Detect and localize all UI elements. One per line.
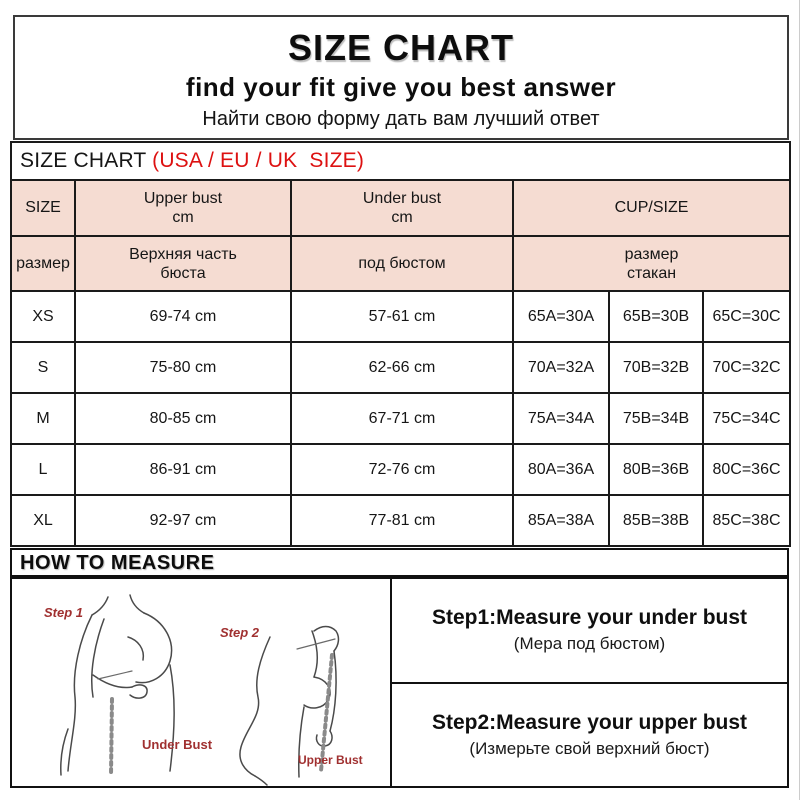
cup-b-value: 75B=34B — [609, 393, 703, 444]
cup-a-value: 75A=34A — [513, 393, 609, 444]
upper-bust-value: 80-85 cm — [75, 393, 291, 444]
upper-bust-value: 92-97 cm — [75, 495, 291, 546]
caption-black-text: SIZE CHART — [20, 149, 153, 172]
table-caption — [11, 142, 790, 180]
cup-a-value: 80A=36A — [513, 444, 609, 495]
caption-red-text: (USA / EU / UK SIZE) — [152, 149, 365, 172]
cup-b-value: 70B=32B — [609, 342, 703, 393]
cup-c-value: 65C=30C — [703, 291, 790, 342]
size-label: XS — [11, 291, 75, 342]
step1-illustration-label: Step 1 — [44, 605, 84, 620]
measure-step-2 — [392, 684, 787, 787]
col-header-cup-size-ru: размер стакан — [513, 236, 790, 291]
subtitle-russian: Найти свою форму дать вам лучший ответ — [202, 108, 600, 130]
upper-bust-value: 75-80 cm — [75, 342, 291, 393]
cup-b-value: 80B=36B — [609, 444, 703, 495]
header-row-english — [11, 180, 790, 236]
subtitle-english: find your fit give you best answer — [185, 72, 617, 102]
col-header-under-bust-ru: под бюстом — [291, 236, 513, 291]
col-header-upper-bust-ru: Верхняя часть бюста — [75, 236, 291, 291]
size-label: XL — [11, 495, 75, 546]
how-to-measure-header — [10, 548, 789, 577]
under-bust-value: 77-81 cm — [291, 495, 513, 546]
upper-bust-value: 69-74 cm — [75, 291, 291, 342]
cup-a-value: 85A=38A — [513, 495, 609, 546]
cup-c-value: 70C=32C — [703, 342, 790, 393]
step2-instruction-english: Step2:Measure your upper bust — [431, 710, 748, 734]
under-bust-value: 57-61 cm — [291, 291, 513, 342]
col-header-size: SIZE — [11, 180, 75, 236]
cup-a-value: 65A=30A — [513, 291, 609, 342]
size-label: M — [11, 393, 75, 444]
measure-step-1 — [392, 579, 787, 684]
size-label: S — [11, 342, 75, 393]
step2-instruction-russian: (Измерьте свой верхний бюст) — [469, 738, 710, 758]
under-bust-value: 72-76 cm — [291, 444, 513, 495]
upper-bust-value: 86-91 cm — [75, 444, 291, 495]
cup-a-value: 70A=32A — [513, 342, 609, 393]
table-row-xs — [11, 291, 790, 342]
table-row-xl — [11, 495, 790, 546]
measure-section — [10, 577, 789, 788]
cup-c-value: 75C=34C — [703, 393, 790, 444]
measure-steps-column — [392, 579, 787, 786]
cup-b-value: 85B=38B — [609, 495, 703, 546]
step2-illustration-label: Step 2 — [220, 625, 260, 640]
page-title: SIZE CHART — [288, 27, 514, 68]
col-header-size-ru: размер — [11, 236, 75, 291]
step1-instruction-english: Step1:Measure your under bust — [431, 606, 748, 630]
size-label: L — [11, 444, 75, 495]
col-header-cup-size: CUP/SIZE — [513, 180, 790, 236]
header-banner — [13, 15, 789, 140]
table-row-l — [11, 444, 790, 495]
header-row-russian — [11, 236, 790, 291]
table-row-s — [11, 342, 790, 393]
size-chart-table — [10, 141, 791, 547]
col-header-upper-bust: Upper bust cm — [75, 180, 291, 236]
how-to-measure-title: HOW TO MEASURE — [20, 552, 215, 574]
table-caption-row — [11, 142, 790, 180]
cup-c-value: 80C=36C — [703, 444, 790, 495]
measurement-illustration — [12, 579, 392, 786]
upper-bust-illustration-label: Upper Bust — [298, 753, 363, 767]
table-row-m — [11, 393, 790, 444]
step1-instruction-russian: (Мера под бюстом) — [513, 634, 666, 654]
cup-c-value: 85C=38C — [703, 495, 790, 546]
col-header-under-bust: Under bust cm — [291, 180, 513, 236]
under-bust-value: 62-66 cm — [291, 342, 513, 393]
under-bust-illustration-label: Under Bust — [142, 737, 213, 752]
under-bust-value: 67-71 cm — [291, 393, 513, 444]
cup-b-value: 65B=30B — [609, 291, 703, 342]
